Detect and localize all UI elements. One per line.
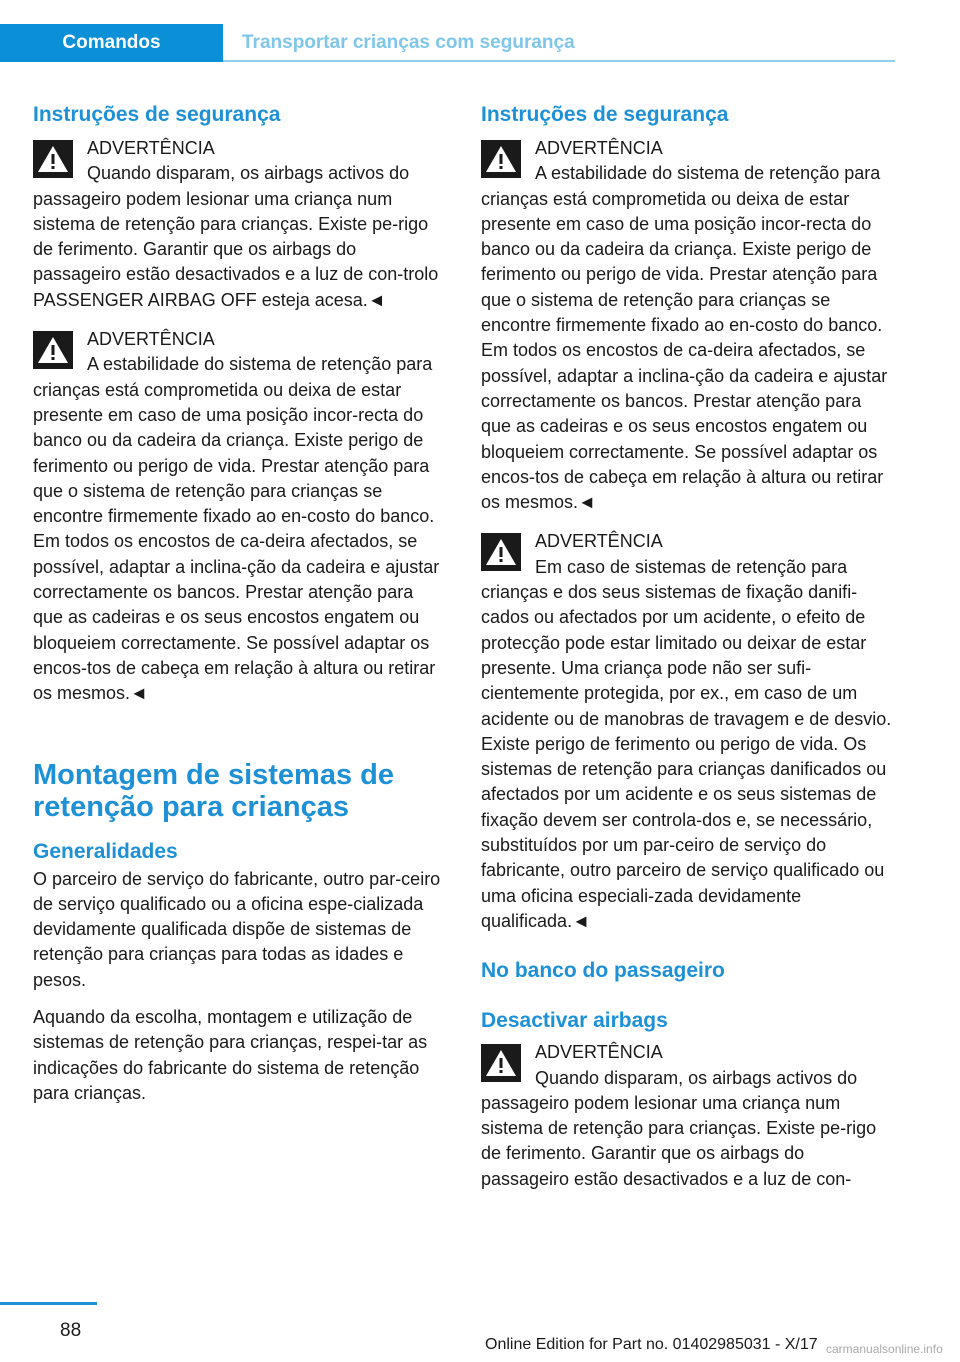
chapter-tab: Comandos	[0, 24, 223, 62]
section-tab: Transportar crianças com segurança	[242, 32, 575, 53]
page-number: 88	[60, 1320, 82, 1341]
section-heading-safety: Instruções de segurança	[481, 103, 729, 126]
warning-block	[481, 1040, 895, 1192]
paragraph: O parceiro de serviço do fabricante, outro par-ceiro de serviço qualificado ou a oficina espe-cializada devidamente qualificada dispõe de sistemas de retenção para crianças para todas as idades e pesos.	[33, 868, 441, 990]
page-header	[0, 24, 895, 62]
warning-text: Quando disparam, os airbags activos do passageiro podem lesionar uma criança num sistema de retenção para crianças. Existe pe-rigo de ferimento. Garantir que os airbags do passageiro estão desactivados e a luz de con-trolo PASSENGER AIRBAG OFF esteja acesa.◄	[33, 163, 439, 310]
section-heading-safety: Instruções de segurança	[33, 103, 281, 126]
paragraph: Aquando da escolha, montagem e utilização de sistemas de retenção para crianças, respei-tar as indicações do fabricante do sistema de retenção para crianças.	[33, 1007, 428, 1103]
sub-heading-deactivate-airbags: Desactivar airbags	[481, 1009, 668, 1033]
warning-icon	[481, 1044, 521, 1082]
warning-label: ADVERTÊNCIA	[535, 138, 663, 158]
warning-block	[481, 136, 895, 515]
header-rule	[223, 60, 895, 62]
footer-rule	[0, 1302, 97, 1305]
warning-label: ADVERTÊNCIA	[535, 1042, 663, 1063]
warning-block	[33, 136, 447, 313]
warning-icon	[33, 140, 73, 178]
warning-text: A estabilidade do sistema de retenção para crianças está comprometida ou deixa de estar presente em caso de uma posição incor-recta do banco ou da cadeira da criança. Existe perigo de ferimento ou perigo de vida. Prestar atenção para que o sistema de retenção para crianças se encontre firmemente fixado ao en-costo do banco. Em todos os encostos de ca-deira afectados, se possível, adaptar a inclina-ção da cadeira e ajustar correctamente os bancos. Prestar atenção para que as cadeiras e os seus encostos engatem ou bloqueiem correctamente. Se possível adaptar os encos-tos de cabeça em relação à altura ou retirar os mesmos.◄	[481, 163, 888, 513]
sub-heading-general: Generalidades	[33, 839, 178, 863]
warning-icon	[481, 140, 521, 178]
warning-text: Em caso de sistemas de retenção para crianças e dos seus sistemas de fixação danifi-cados ou afectados por um acidente, o efeito de protecção pode estar limitado ou deixar de estar presente. Uma criança pode não ser sufi-cientemente protegida, por ex., em caso de um acidente ou de manobras de travagem e de desvio. Existe perigo de ferimento ou perigo de vida. Os sistemas de retenção para crianças danificados ou afectados por um acidente e os seus sistemas de fixação devem ser controla-dos e, se necessário, substituídos por um par-ceiro de serviço do fabricante, outro parceiro de serviço qualificado ou uma oficina especiali-zada devidamente qualificada.◄	[481, 556, 892, 931]
warning-icon	[481, 533, 521, 571]
left-column	[33, 100, 447, 1118]
warning-label: ADVERTÊNCIA	[87, 329, 215, 350]
sub-heading-passenger-seat: No banco do passageiro	[481, 959, 725, 983]
edition-text: Online Edition for Part no. 01402985031 - X/17	[485, 1336, 818, 1353]
watermark: carmanualsonline.info	[826, 1342, 943, 1356]
warning-text: A estabilidade do sistema de retenção para crianças está comprometida ou deixa de estar presente em caso de uma posição incor-recta do banco ou da cadeira da criança. Existe perigo de ferimento ou perigo de vida. Prestar atenção para que o sistema de retenção para crianças se encontre firmemente fixado ao en-costo do banco. Em todos os encostos de ca-deira afectados, se possível, adaptar a inclina-ção da cadeira e ajustar correctamente os bancos. Prestar atenção para que as cadeiras e os seus encostos engatem ou bloqueiem correctamente. Se possível adaptar os encos-tos de cabeça em relação à altura ou retirar os mesmos.◄	[33, 354, 440, 704]
warning-label: ADVERTÊNCIA	[87, 138, 215, 158]
warning-icon	[33, 331, 73, 369]
main-heading: Montagem de sistemas de retenção para crianças	[33, 758, 394, 823]
right-column	[481, 100, 895, 1206]
warning-text: Quando disparam, os airbags activos do passageiro podem lesionar uma criança num sistema de retenção para crianças. Existe pe-rigo de ferimento. Garantir que os airbags do passageiro estão desactivados e a luz de con-	[481, 1067, 877, 1189]
warning-label: ADVERTÊNCIA	[535, 531, 663, 552]
warning-block	[33, 327, 447, 706]
warning-block	[481, 529, 895, 934]
